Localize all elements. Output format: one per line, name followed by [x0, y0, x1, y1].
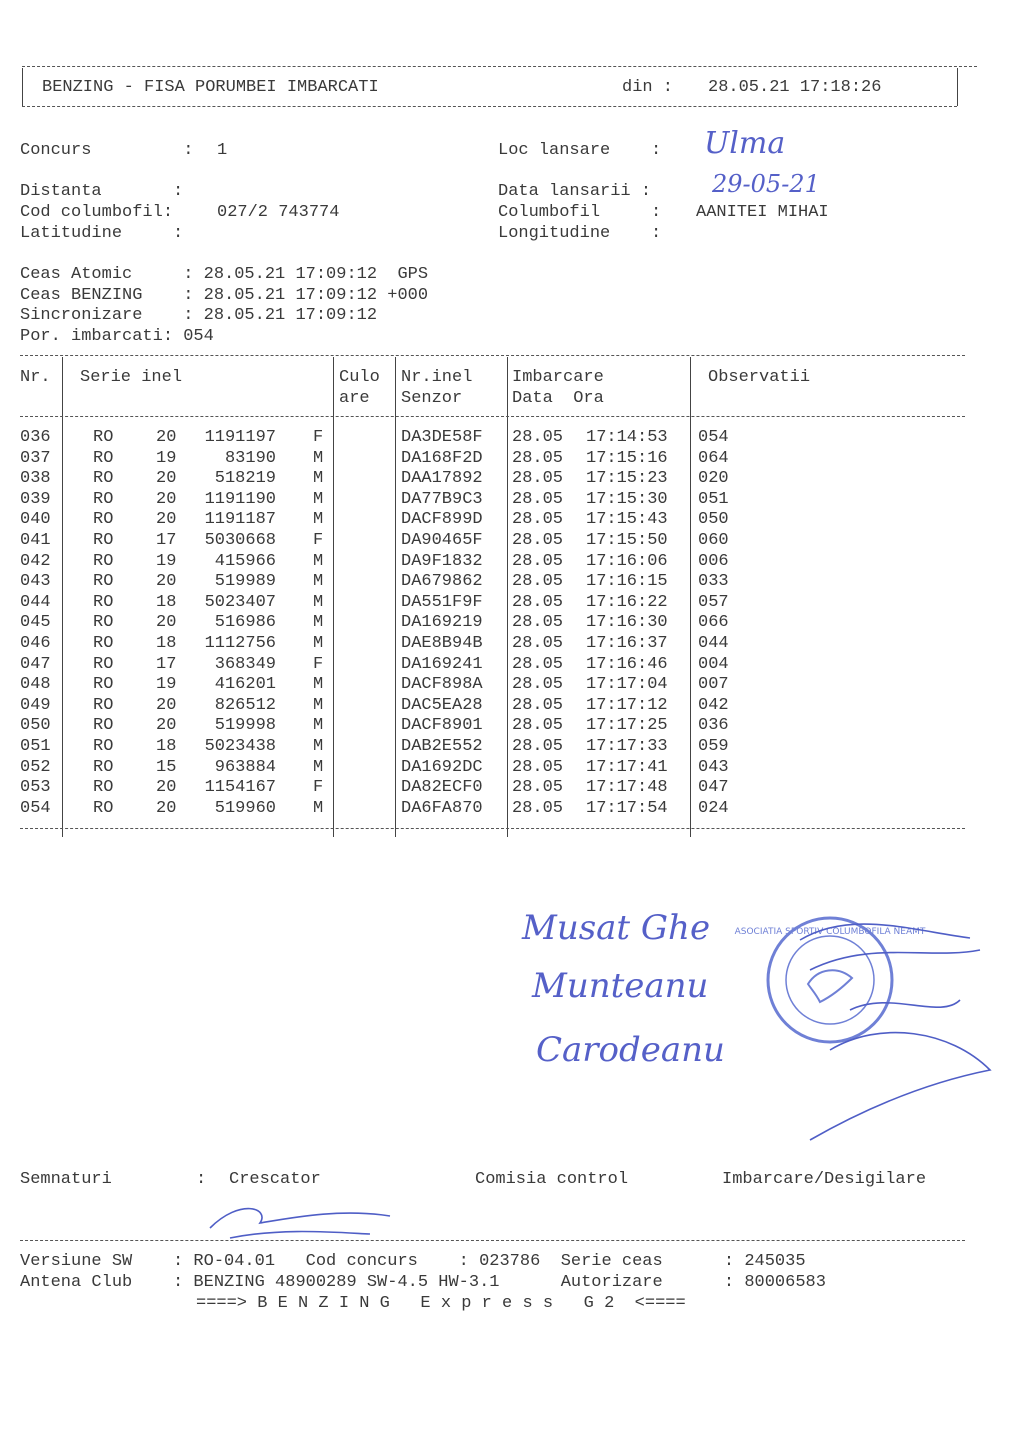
row-time: 17:16:06: [586, 551, 668, 571]
row-country: RO: [93, 428, 114, 447]
row-nr: 053: [20, 778, 51, 798]
row-sex: M: [313, 510, 324, 530]
row-year: 20: [156, 695, 177, 715]
row-sex: M: [313, 798, 324, 818]
row-sex: M: [313, 695, 324, 715]
row-observatii: 024: [698, 798, 729, 818]
row-date: 28.05: [512, 469, 564, 489]
row-sensor-id: DA77B9C3: [401, 489, 483, 509]
table-bottom-rule: [20, 828, 965, 829]
row-ring-number: 1112756: [204, 634, 276, 653]
header-bottom-rule: [22, 106, 957, 107]
row-observatii: 047: [698, 778, 729, 798]
header-serie-inel: Serie inel: [80, 368, 183, 387]
header-top-rule: [22, 66, 977, 67]
cod-columbofil-label: Cod columbofil:: [20, 203, 174, 222]
header-culoare-1: Culo: [339, 368, 380, 387]
crescator-label: Crescator: [229, 1170, 321, 1189]
loc-lansare-handwritten: Ulma: [704, 126, 786, 161]
row-nr: 052: [20, 757, 51, 777]
table-row: [0, 634, 1024, 655]
header-datetime: 28.05.21 17:18:26: [708, 78, 882, 97]
row-sex: M: [313, 675, 324, 695]
row-observatii: 066: [698, 613, 729, 633]
row-country: RO: [93, 778, 114, 798]
row-date: 28.05: [512, 613, 564, 633]
row-country: RO: [93, 489, 114, 509]
row-time: 17:16:46: [586, 654, 668, 674]
row-country: RO: [93, 654, 114, 674]
table-row: [0, 552, 1024, 573]
row-sex: M: [313, 634, 324, 653]
columbofil-value: AANITEI MIHAI: [696, 203, 829, 222]
table-row: [0, 449, 1024, 470]
table-row: [0, 593, 1024, 614]
row-time: 17:17:12: [586, 695, 668, 715]
row-year: 17: [156, 654, 177, 674]
signature-carodeanu: Carodeanu: [536, 1030, 725, 1070]
row-country: RO: [93, 613, 114, 633]
row-ring-number: 826512: [214, 695, 276, 715]
row-time: 17:17:48: [586, 778, 668, 798]
footer-benzing-express: ====> B E N Z I N G E x p r e s s G 2 <====: [196, 1294, 686, 1313]
row-ring-number: 1191190: [204, 489, 276, 509]
row-sensor-id: DA551F9F: [401, 592, 483, 612]
row-ring-number: 1191187: [204, 510, 276, 530]
row-sex: M: [313, 737, 324, 756]
row-sensor-id: DA9F1832: [401, 551, 483, 571]
row-country: RO: [93, 737, 114, 756]
row-sensor-id: DA679862: [401, 572, 483, 592]
row-sex: M: [313, 757, 324, 777]
row-observatii: 050: [698, 510, 729, 530]
row-nr: 048: [20, 675, 51, 695]
row-ring-number: 5030668: [204, 531, 276, 550]
row-nr: 039: [20, 489, 51, 509]
row-year: 19: [156, 448, 177, 468]
row-sex: M: [313, 469, 324, 489]
concurs-value: 1: [217, 141, 228, 160]
row-country: RO: [93, 572, 114, 592]
row-country: RO: [93, 695, 114, 715]
row-date: 28.05: [512, 592, 564, 612]
porumbei-imbarcati-line: Por. imbarcati: 054: [20, 327, 214, 346]
row-observatii: 051: [698, 489, 729, 509]
row-time: 17:17:04: [586, 675, 668, 695]
row-time: 17:15:16: [586, 448, 668, 468]
row-date: 28.05: [512, 428, 564, 447]
table-row: [0, 490, 1024, 511]
footer-antena-line: Antena Club : BENZING 48900289 SW-4.5 HW-3.1 Autorizare : 80006583: [20, 1273, 826, 1292]
loc-lansare-label: Loc lansare :: [498, 141, 662, 160]
table-row: [0, 716, 1024, 737]
row-country: RO: [93, 634, 114, 653]
header-imbarcare-1: Imbarcare: [512, 368, 604, 387]
row-time: 17:15:43: [586, 510, 668, 530]
row-year: 18: [156, 737, 177, 756]
row-nr: 044: [20, 592, 51, 612]
row-date: 28.05: [512, 778, 564, 798]
row-ring-number: 519989: [214, 572, 276, 592]
semnaturi-colon: :: [196, 1170, 207, 1189]
signature-musat: Musat Ghe: [522, 908, 711, 948]
table-row: [0, 737, 1024, 758]
row-country: RO: [93, 510, 114, 530]
latitudine-label: Latitudine :: [20, 224, 184, 243]
row-nr: 045: [20, 613, 51, 633]
row-sensor-id: DAE8B94B: [401, 634, 483, 653]
row-observatii: 006: [698, 551, 729, 571]
row-year: 20: [156, 489, 177, 509]
row-nr: 051: [20, 737, 51, 756]
table-row: [0, 572, 1024, 593]
signature-scribbles: [790, 900, 1000, 1160]
row-year: 15: [156, 757, 177, 777]
row-date: 28.05: [512, 695, 564, 715]
row-date: 28.05: [512, 798, 564, 818]
row-ring-number: 415966: [214, 551, 276, 571]
table-row: [0, 510, 1024, 531]
sincronizare-line: Sincronizare : 28.05.21 17:09:12: [20, 306, 378, 325]
row-observatii: 033: [698, 572, 729, 592]
row-country: RO: [93, 469, 114, 489]
row-sex: M: [313, 613, 324, 633]
row-date: 28.05: [512, 510, 564, 530]
header-culoare-2: are: [339, 389, 370, 408]
row-ring-number: 368349: [214, 654, 276, 674]
row-nr: 050: [20, 716, 51, 736]
row-time: 17:16:15: [586, 572, 668, 592]
table-row: [0, 613, 1024, 634]
row-ring-number: 963884: [214, 757, 276, 777]
header-right-border: [957, 68, 958, 106]
table-row: [0, 675, 1024, 696]
row-date: 28.05: [512, 489, 564, 509]
row-year: 20: [156, 510, 177, 530]
table-header-rule: [20, 416, 965, 417]
row-nr: 049: [20, 695, 51, 715]
table-row: [0, 696, 1024, 717]
ceas-atomic-line: Ceas Atomic : 28.05.21 17:09:12 GPS: [20, 265, 429, 284]
row-nr: 047: [20, 654, 51, 674]
comisia-control-label: Comisia control: [475, 1170, 629, 1189]
row-sex: F: [313, 778, 324, 798]
row-observatii: 060: [698, 531, 729, 550]
imbarcare-desigilare-label: Imbarcare/Desigilare: [722, 1170, 927, 1189]
row-nr: 043: [20, 572, 51, 592]
row-ring-number: 1154167: [204, 778, 276, 798]
row-date: 28.05: [512, 757, 564, 777]
ceas-benzing-line: Ceas BENZING : 28.05.21 17:09:12 +000: [20, 286, 429, 305]
row-nr: 054: [20, 798, 51, 818]
row-sensor-id: DA90465F: [401, 531, 483, 550]
semnaturi-label: Semnaturi: [20, 1170, 112, 1189]
distanta-label: Distanta :: [20, 182, 184, 201]
row-date: 28.05: [512, 634, 564, 653]
longitudine-label: Longitudine :: [498, 224, 662, 243]
row-year: 19: [156, 551, 177, 571]
row-year: 20: [156, 716, 177, 736]
header-nr: Nr.: [20, 368, 51, 387]
row-sensor-id: DAB2E552: [401, 737, 483, 756]
row-sensor-id: DAA17892: [401, 469, 483, 489]
row-year: 18: [156, 634, 177, 653]
table-row: [0, 778, 1024, 799]
cod-columbofil-value: 027/2 743774: [217, 203, 340, 222]
row-date: 28.05: [512, 531, 564, 550]
row-sensor-id: DA169241: [401, 654, 483, 674]
row-nr: 038: [20, 469, 51, 489]
row-sex: M: [313, 448, 324, 468]
table-row: [0, 531, 1024, 552]
stamp-label: ASOCIATIA SPORTIV COLUMBOFILA NEAMT: [734, 927, 926, 937]
row-year: 20: [156, 613, 177, 633]
row-observatii: 057: [698, 592, 729, 612]
row-observatii: 004: [698, 654, 729, 674]
row-observatii: 042: [698, 695, 729, 715]
row-ring-number: 83190: [224, 448, 276, 468]
table-top-rule: [20, 355, 965, 356]
row-sex: F: [313, 654, 324, 674]
row-country: RO: [93, 716, 114, 736]
row-country: RO: [93, 675, 114, 695]
row-date: 28.05: [512, 675, 564, 695]
row-time: 17:16:22: [586, 592, 668, 612]
row-nr: 046: [20, 634, 51, 653]
row-time: 17:17:25: [586, 716, 668, 736]
row-year: 20: [156, 428, 177, 447]
row-time: 17:15:23: [586, 469, 668, 489]
row-nr: 041: [20, 531, 51, 550]
document-title: BENZING - FISA PORUMBEI IMBARCATI: [42, 78, 379, 97]
row-country: RO: [93, 798, 114, 818]
row-country: RO: [93, 531, 114, 550]
row-ring-number: 519960: [214, 798, 276, 818]
row-observatii: 007: [698, 675, 729, 695]
row-sensor-id: DA1692DC: [401, 757, 483, 777]
table-row: [0, 469, 1024, 490]
row-ring-number: 416201: [214, 675, 276, 695]
row-country: RO: [93, 551, 114, 571]
concurs-label: Concurs :: [20, 141, 194, 160]
row-date: 28.05: [512, 737, 564, 756]
row-time: 17:14:53: [586, 428, 668, 447]
footer-top-rule: [20, 1240, 965, 1241]
row-country: RO: [93, 448, 114, 468]
row-year: 20: [156, 798, 177, 818]
row-observatii: 043: [698, 757, 729, 777]
row-sensor-id: DAC5EA28: [401, 695, 483, 715]
row-country: RO: [93, 757, 114, 777]
row-observatii: 054: [698, 428, 729, 447]
row-sex: M: [313, 592, 324, 612]
row-ring-number: 516986: [214, 613, 276, 633]
row-ring-number: 1191197: [204, 428, 276, 447]
row-sensor-id: DA3DE58F: [401, 428, 483, 447]
row-nr: 042: [20, 551, 51, 571]
row-date: 28.05: [512, 448, 564, 468]
row-nr: 037: [20, 448, 51, 468]
table-row: [0, 655, 1024, 676]
signature-munteanu: Munteanu: [532, 966, 709, 1006]
row-year: 18: [156, 592, 177, 612]
row-date: 28.05: [512, 716, 564, 736]
row-observatii: 064: [698, 448, 729, 468]
row-sensor-id: DACF898A: [401, 675, 483, 695]
row-nr: 036: [20, 428, 51, 447]
row-observatii: 059: [698, 737, 729, 756]
columbofil-label: Columbofil :: [498, 203, 662, 222]
header-left-border: [22, 68, 23, 106]
data-lansarii-label: Data lansarii :: [498, 182, 652, 201]
header-nrinel-2: Senzor: [401, 389, 463, 408]
row-sensor-id: DA82ECF0: [401, 778, 483, 798]
row-year: 20: [156, 778, 177, 798]
row-sensor-id: DACF8901: [401, 716, 483, 736]
row-time: 17:15:30: [586, 489, 668, 509]
signature-crescator: [200, 1188, 400, 1248]
header-din-label: din :: [622, 78, 674, 97]
row-sex: F: [313, 428, 324, 447]
row-sensor-id: DA168F2D: [401, 448, 483, 468]
row-time: 17:16:30: [586, 613, 668, 633]
row-observatii: 036: [698, 716, 729, 736]
row-year: 20: [156, 469, 177, 489]
row-date: 28.05: [512, 572, 564, 592]
row-sex: M: [313, 489, 324, 509]
row-time: 17:17:54: [586, 798, 668, 818]
table-row: [0, 428, 1024, 449]
data-lansarii-handwritten: 29-05-21: [712, 170, 820, 198]
row-observatii: 020: [698, 469, 729, 489]
row-sensor-id: DA169219: [401, 613, 483, 633]
row-ring-number: 5023407: [204, 592, 276, 612]
row-sensor-id: DACF899D: [401, 510, 483, 530]
row-sex: M: [313, 716, 324, 736]
row-sex: F: [313, 531, 324, 550]
row-year: 19: [156, 675, 177, 695]
header-nrinel-1: Nr.inel: [401, 368, 473, 387]
row-time: 17:17:33: [586, 737, 668, 756]
row-date: 28.05: [512, 654, 564, 674]
row-ring-number: 518219: [214, 469, 276, 489]
row-year: 17: [156, 531, 177, 550]
row-ring-number: 519998: [214, 716, 276, 736]
row-time: 17:16:37: [586, 634, 668, 653]
row-year: 20: [156, 572, 177, 592]
footer-versiune-line: Versiune SW : RO-04.01 Cod concurs : 023786 Serie ceas : 245035: [20, 1252, 806, 1271]
row-sex: M: [313, 551, 324, 571]
row-time: 17:15:50: [586, 531, 668, 550]
header-imbarcare-2: Data Ora: [512, 389, 604, 408]
row-time: 17:17:41: [586, 757, 668, 777]
row-country: RO: [93, 592, 114, 612]
table-row: [0, 758, 1024, 779]
row-nr: 040: [20, 510, 51, 530]
row-observatii: 044: [698, 634, 729, 653]
row-date: 28.05: [512, 551, 564, 571]
header-observatii: Observatii: [708, 368, 811, 387]
row-ring-number: 5023438: [204, 737, 276, 756]
row-sensor-id: DA6FA870: [401, 798, 483, 818]
table-row: [0, 799, 1024, 820]
row-sex: M: [313, 572, 324, 592]
